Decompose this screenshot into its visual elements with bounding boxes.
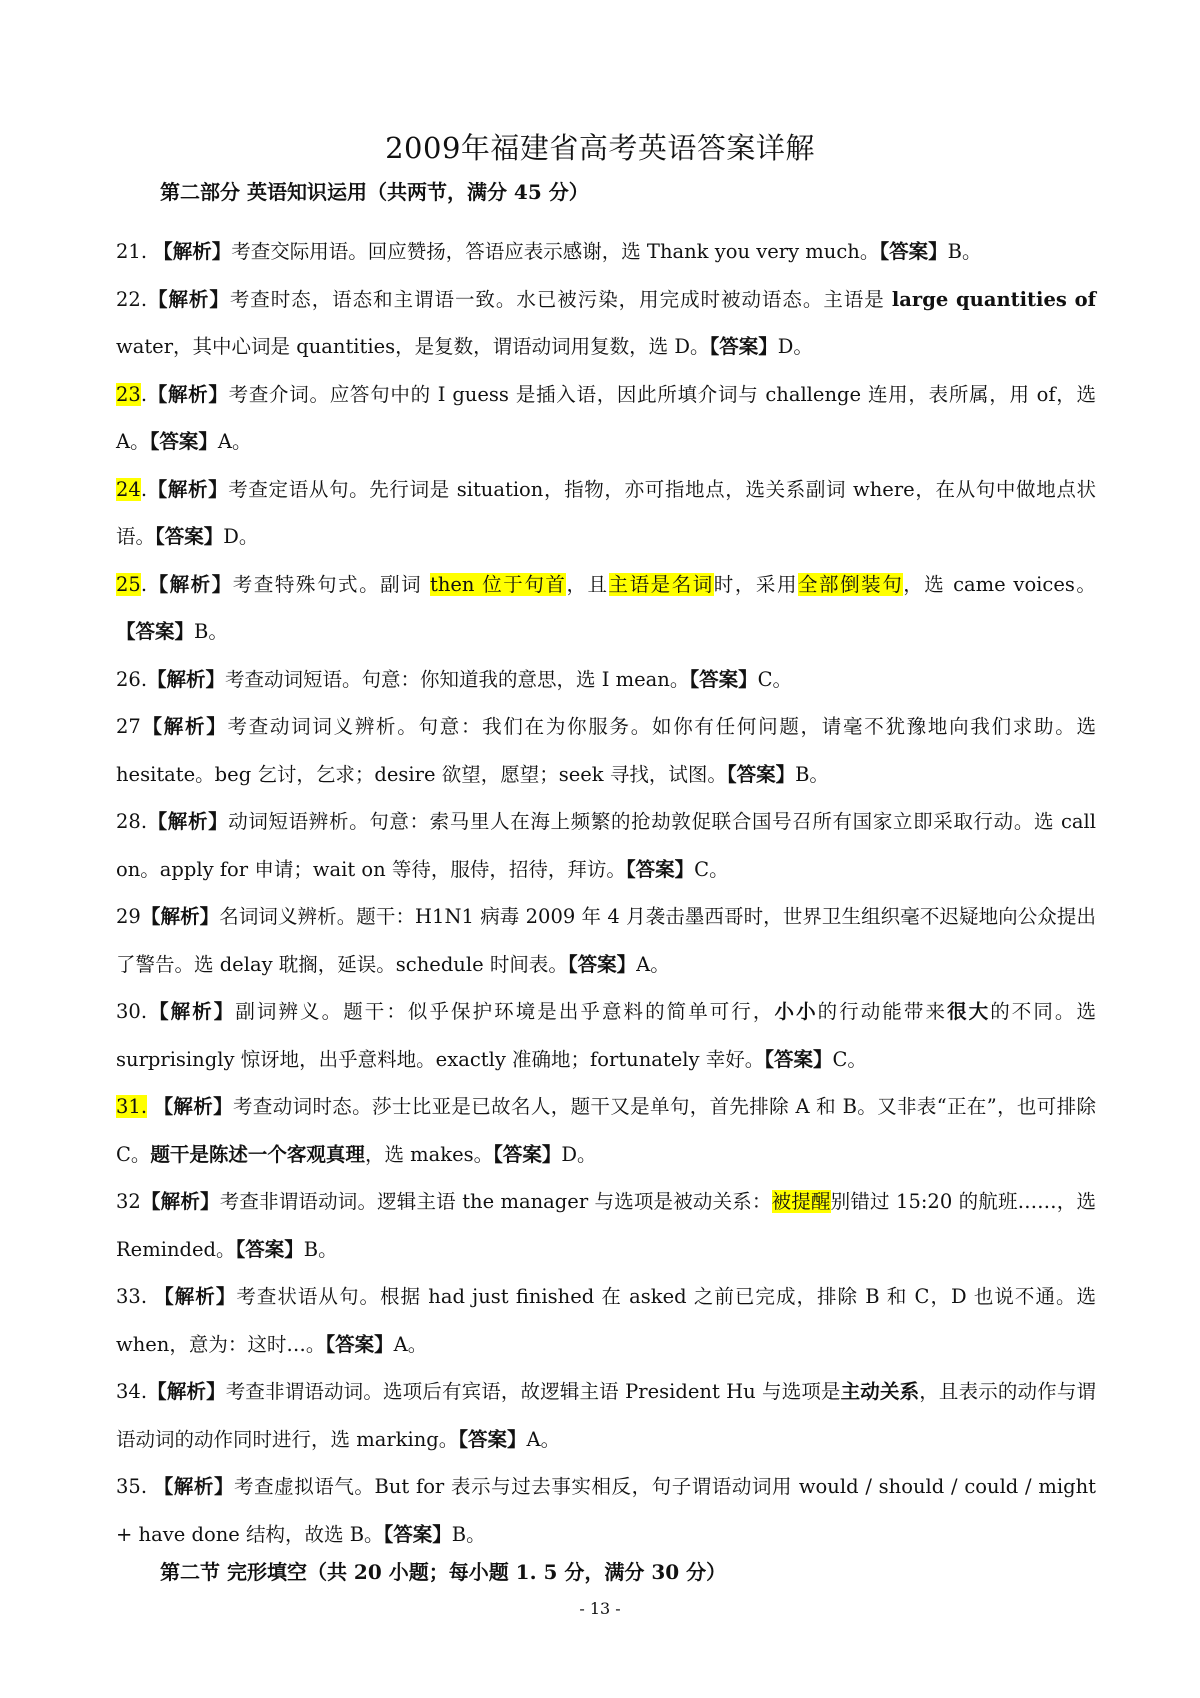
analysis-text: 考查状语从句。根据 had just finished 在 asked 之前已完成，排除 B 和 C，D 也说不通。选 when，意为：这时…。 [116, 1285, 1096, 1356]
analysis-text-cont: 时，采用 [713, 572, 798, 596]
document-title: 2009年福建省高考英语答案详解 [385, 131, 815, 165]
analysis-label: 【解析】 [153, 240, 232, 263]
analysis-label: 【解析】 [140, 715, 228, 738]
analysis-text: 考查动词短语。句意：你知道我的意思，选 I mean。 [225, 667, 690, 691]
item-number-highlighted: 23 [116, 382, 141, 406]
analysis-text: 考查交际用语。回应赞扬，答语应表示感谢，选 Thank you very much。 [231, 240, 880, 263]
highlighted-phrase: 被提醒 [771, 1190, 831, 1213]
bold-phrase: 很大 [947, 1000, 991, 1023]
answer-label: 【答案】 [625, 857, 695, 881]
analysis-text-cont: ，且 [566, 572, 609, 596]
answer-label: 【答案】 [149, 430, 218, 453]
answer-label: 【答案】 [726, 762, 796, 786]
answer-value: A。 [526, 1427, 561, 1451]
answer-value: B。 [303, 1237, 338, 1261]
analysis-text: 考查动词时态。莎士比亚是已故名人，题干又是单句，首先排除 A 和 B。又非表“正在”，也可排除 C。 [116, 1095, 1096, 1166]
bold-phrase: 题干是陈述一个客观真理 [150, 1142, 365, 1166]
item-number-dot: . [140, 572, 148, 596]
item-number: 22. [116, 287, 148, 311]
analysis-label: 【解析】 [147, 287, 230, 311]
highlighted-phrase: 全部倒装句 [798, 572, 904, 596]
answer-value: A。 [636, 952, 670, 976]
answer-item-30 [116, 988, 1096, 1083]
analysis-text-cont: 的不同。选 surprisingly 惊讶地，出乎意料地。exactly 准确地；fortunately 幸好。 [116, 1000, 1096, 1071]
answer-item-24 [116, 466, 1096, 561]
answer-item-33 [116, 1273, 1096, 1368]
answer-item-22 [116, 276, 1096, 371]
answer-item-34 [116, 1368, 1096, 1463]
analysis-text: 考查动词词义辨析。句意：我们在为你服务。如你有任何问题，请毫不犹豫地向我们求助。选 hesitate。beg 乞讨，乞求；desire 欲望，愿望；seek 寻找，试图。 [116, 715, 1096, 786]
answer-value: C。 [694, 857, 729, 881]
analysis-label: 【解析】 [147, 1380, 226, 1403]
item-number: 26. [116, 667, 148, 691]
item-number: 28. [116, 810, 148, 833]
answer-value: B。 [451, 1522, 486, 1546]
answer-label: 【答案】 [116, 620, 195, 643]
bold-phrase: large quantities of [891, 287, 1096, 311]
bold-phrase: 主动关系 [840, 1380, 920, 1403]
analysis-text-cont: ，且表示的动作与谓语动词的动作同时进行，选 marking。 [116, 1380, 1096, 1451]
answer-value: C。 [832, 1047, 867, 1071]
analysis-text: 考查特殊句式。副词 [232, 572, 430, 596]
item-number-highlighted: 24 [116, 477, 141, 501]
answer-label: 【答案】 [235, 1237, 304, 1261]
analysis-text: 考查定语从句。先行词是 situation，指物，亦可指地点，选关系副词 where，在从句中做地点状语。 [116, 477, 1096, 548]
analysis-label: 【解析】 [147, 810, 229, 833]
answer-value: A。 [217, 430, 252, 453]
answer-item-26 [116, 656, 1096, 704]
analysis-text-cont: 别错过 15:20 的航班……，选 Reminded。 [116, 1190, 1096, 1261]
answer-item-28 [116, 798, 1096, 893]
answer-item-29 [116, 893, 1096, 988]
analysis-text: 考查时态，语态和主谓语一致。水已被污染，用完成时被动语态。主语是 [229, 287, 892, 311]
analysis-text: 考查虚拟语气。But for 表示与过去事实相反，句子谓语动词用 would / should / could / might + have done 结构，故选 B。 [116, 1475, 1096, 1546]
item-number-highlighted: 25 [116, 572, 141, 596]
item-number: 30. [116, 1000, 148, 1023]
answer-value: A。 [393, 1332, 428, 1356]
answer-label: 【答案】 [764, 1047, 833, 1071]
item-number-highlighted: 31. [116, 1095, 148, 1118]
answer-value: B。 [947, 240, 982, 263]
answer-label: 【答案】 [493, 1142, 562, 1166]
answer-label: 【答案】 [709, 335, 778, 358]
analysis-label: 【解析】 [140, 905, 220, 928]
item-number: 33. [116, 1285, 148, 1308]
answer-value: D。 [777, 335, 813, 358]
analysis-label: 【解析】 [147, 667, 226, 691]
item-number: 34. [116, 1380, 148, 1403]
answer-value: B。 [795, 762, 829, 786]
analysis-label: 【解析】 [147, 382, 229, 406]
answer-label: 【答案】 [155, 525, 224, 548]
analysis-text: 考查介词。应答句中的 I guess 是插入语，因此所填介词与 challenge 连用，表所属，用 of，选 A。 [116, 382, 1096, 453]
answer-item-35 [116, 1463, 1096, 1558]
section-2-heading: 第二节 完形填空（共 20 小题；每小题 1. 5 分，满分 30 分） [160, 1560, 727, 1584]
part-heading: 第二部分 英语知识运用（共两节，满分 45 分） [160, 180, 589, 204]
answer-label: 【答案】 [879, 240, 948, 263]
analysis-label: 【解析】 [147, 572, 233, 596]
answer-item-25 [116, 561, 1096, 656]
item-number-dot: . [140, 382, 148, 406]
answer-item-23 [116, 371, 1096, 466]
item-number: 27 [116, 715, 141, 738]
bold-phrase: 小小 [774, 1000, 818, 1023]
item-number: 35. [116, 1475, 148, 1498]
analysis-text-cont: water，其中心词是 quantities，是复数，谓语动词用复数，选 D。 [116, 335, 710, 358]
answer-value: C。 [757, 667, 793, 691]
answer-label: 【答案】 [383, 1522, 452, 1546]
analysis-text-cont: ，选 came voices。 [903, 572, 1096, 596]
answer-list [116, 228, 1096, 1558]
answer-value: B。 [194, 620, 228, 643]
analysis-text-cont: ，选 makes。 [364, 1142, 494, 1166]
analysis-text: 副词辨义。题干：似乎保护环境是出乎意料的简单可行， [235, 1000, 775, 1023]
analysis-label: 【解析】 [140, 1190, 220, 1213]
answer-item-21 [116, 228, 1096, 276]
item-number: 21. [116, 240, 148, 263]
analysis-label: 【解析】 [154, 1285, 237, 1308]
analysis-label: 【解析】 [153, 1095, 234, 1118]
answer-item-27 [116, 703, 1096, 798]
answer-item-32 [116, 1178, 1096, 1273]
item-number-dot: . [140, 477, 148, 501]
page-number: - 13 - [579, 1599, 621, 1618]
analysis-text: 考查非谓语动词。选项后有宾语，故逻辑主语 President Hu 与选项是 [225, 1380, 841, 1403]
answer-item-31 [116, 1083, 1096, 1178]
analysis-text: 考查非谓语动词。逻辑主语 the manager 与选项是被动关系： [219, 1190, 772, 1213]
analysis-label: 【解析】 [147, 1000, 236, 1023]
analysis-label: 【解析】 [153, 1475, 235, 1498]
answer-label: 【答案】 [689, 667, 758, 691]
answer-value: D。 [223, 525, 259, 548]
item-number: 29 [116, 905, 141, 928]
analysis-label: 【解析】 [147, 477, 229, 501]
highlighted-phrase: 主语是名词 [608, 572, 714, 596]
answer-label: 【答案】 [325, 1332, 394, 1356]
answer-value: D。 [561, 1142, 597, 1166]
item-number: 32 [116, 1190, 141, 1213]
answer-label: 【答案】 [458, 1427, 527, 1451]
analysis-text: 动词短语辨析。句意：索马里人在海上频繁的抢劫敦促联合国号召所有国家立即采取行动。选 call on。apply for 申请；wait on 等待，服侍，招待，拜访。 [116, 810, 1096, 881]
highlighted-phrase: then 位于句首 [429, 572, 567, 596]
analysis-text-cont: 的行动能带来 [817, 1000, 948, 1023]
answer-label: 【答案】 [567, 952, 637, 976]
analysis-text: 名词词义辨析。题干：H1N1 病毒 2009 年 4 月袭击墨西哥时，世界卫生组织毫不迟疑地向公众提出了警告。选 delay 耽搁，延误。schedule 时间表。 [116, 905, 1096, 976]
